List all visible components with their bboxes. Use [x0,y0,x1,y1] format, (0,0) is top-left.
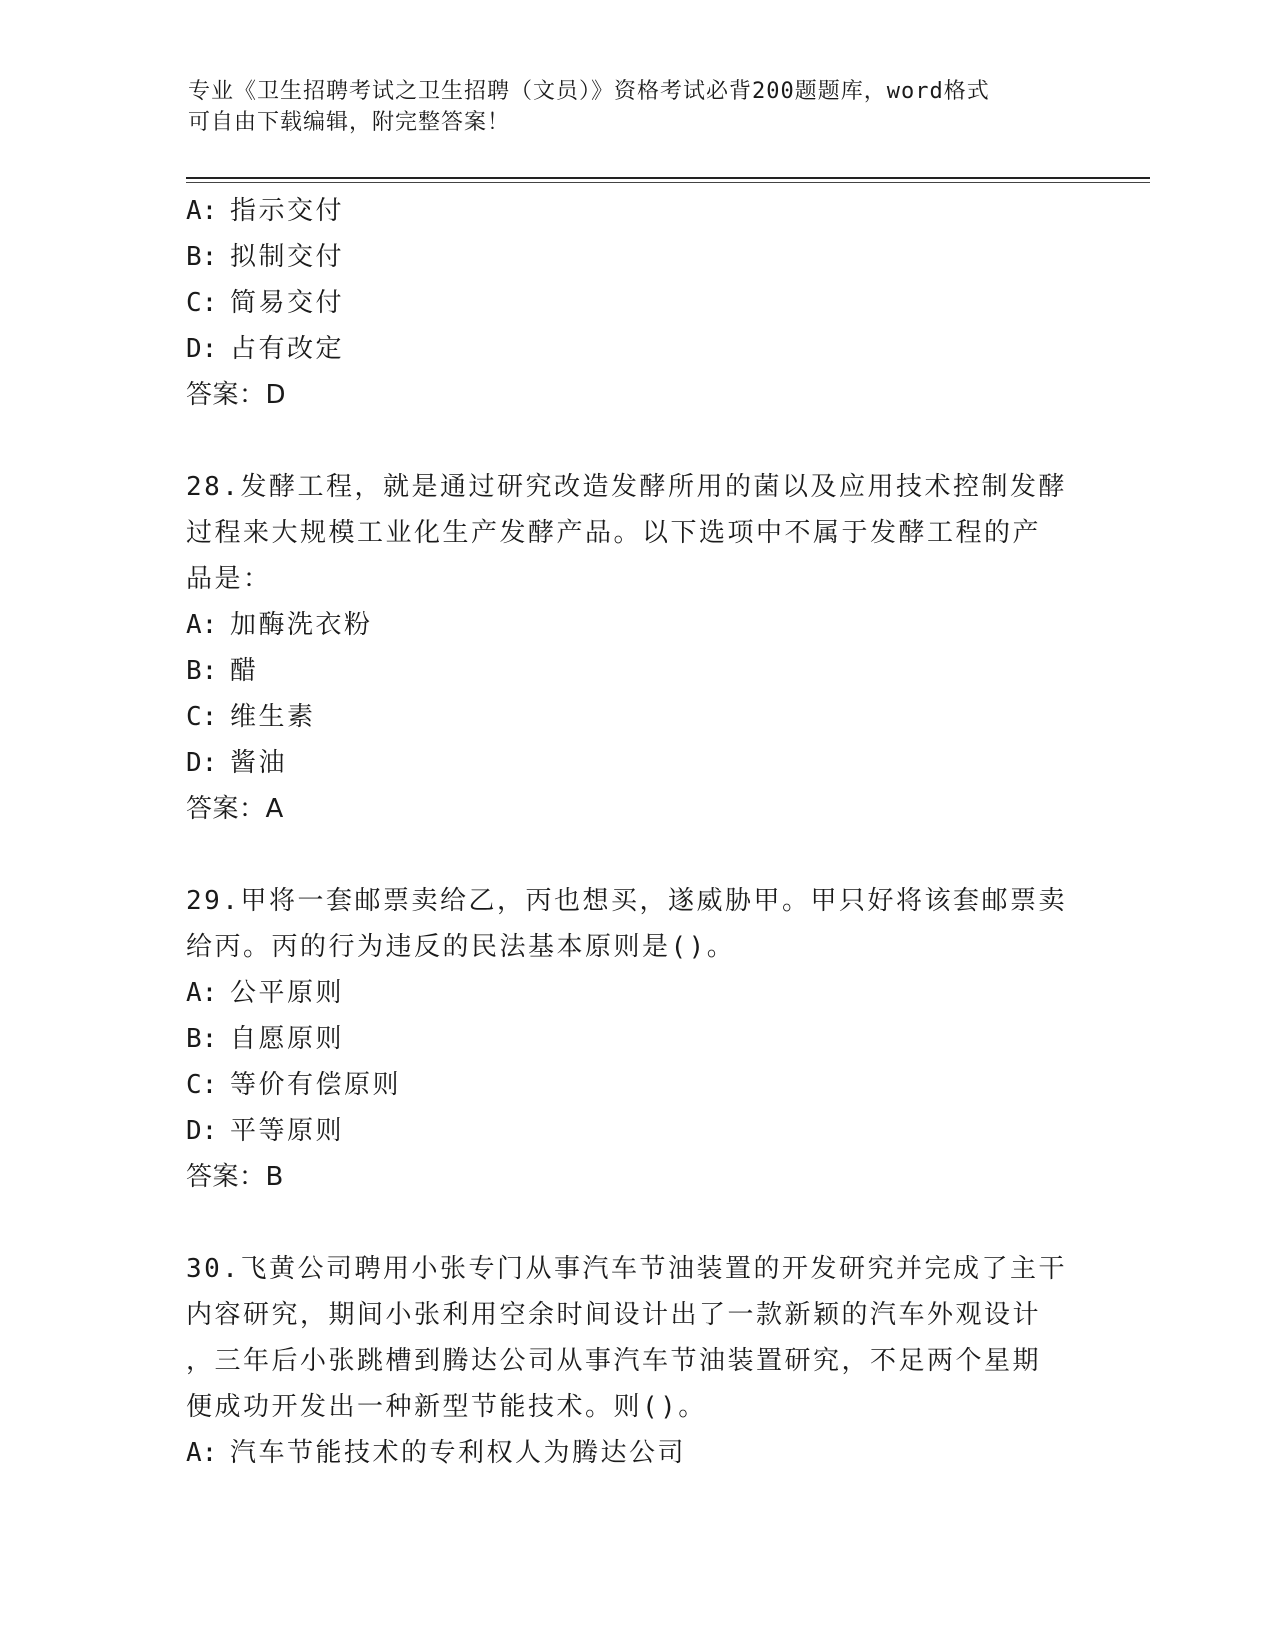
option-key: C: [186,702,218,732]
header-line-2: 可自由下载编辑，附完整答案！ [188,110,511,135]
stem-line: 28.发酵工程，就是通过研究改造发酵所用的菌以及应用技术控制发酵 [186,472,1067,502]
option-a [186,602,1086,648]
option-key: C: [186,1070,218,1100]
option-key: A: [186,610,218,640]
spacer [186,418,1086,464]
option-text: 公平原则 [230,978,345,1008]
question-stem [186,878,1086,970]
option-key: D: [186,1116,218,1146]
option-d [186,740,1086,786]
question-stem [186,464,1086,602]
option-key: A: [186,978,218,1008]
question-27 [186,188,1086,418]
divider-thin-line [186,182,1150,183]
divider-thick-line [186,177,1150,179]
option-a [186,1430,1086,1476]
option-b [186,648,1086,694]
stem-line: ，三年后小张跳槽到腾达公司从事汽车节油装置研究，不足两个星期 [186,1346,1042,1376]
option-key: A: [186,1438,218,1468]
header-divider [186,177,1150,184]
stem-line: 给丙。丙的行为违反的民法基本原则是()。 [186,932,736,962]
option-c [186,280,1086,326]
stem-line: 品是： [186,564,272,594]
stem-line: 30.飞黄公司聘用小张专门从事汽车节油装置的开发研究并完成了主干 [186,1254,1067,1284]
question-28 [186,464,1086,832]
option-key: D: [186,334,218,364]
option-text: 拟制交付 [230,242,345,272]
option-a [186,188,1086,234]
question-29 [186,878,1086,1200]
option-text: 汽车节能技术的专利权人为腾达公司 [230,1438,687,1468]
option-text: 指示交付 [230,196,345,226]
option-b [186,234,1086,280]
option-key: B: [186,656,218,686]
question-stem [186,1246,1086,1430]
stem-line: 便成功开发出一种新型节能技术。则()。 [186,1392,707,1422]
option-text: 平等原则 [230,1116,345,1146]
option-b [186,1016,1086,1062]
option-d [186,1108,1086,1154]
option-text: 简易交付 [230,288,345,318]
spacer [186,832,1086,878]
question-list [186,188,1086,1476]
option-text: 占有改定 [230,334,345,364]
option-key: C: [186,288,218,318]
answer-line: 答案：A [186,794,284,824]
question-30 [186,1246,1086,1476]
option-text: 自愿原则 [230,1024,345,1054]
answer-line: 答案：D [186,380,287,410]
option-c [186,1062,1086,1108]
option-text: 醋 [230,656,259,686]
option-c [186,694,1086,740]
option-key: B: [186,242,218,272]
stem-line: 过程来大规模工业化生产发酵产品。以下选项中不属于发酵工程的产 [186,518,1042,548]
option-text: 加酶洗衣粉 [230,610,373,640]
stem-line: 内容研究，期间小张利用空余时间设计出了一款新颖的汽车外观设计 [186,1300,1042,1330]
option-text: 酱油 [230,748,288,778]
option-key: A: [186,196,218,226]
header-line-1: 专业《卫生招聘考试之卫生招聘（文员）》资格考试必背200题题库，word格式 [188,79,990,104]
stem-line: 29.甲将一套邮票卖给乙，丙也想买，遂威胁甲。甲只好将该套邮票卖 [186,886,1067,916]
option-key: B: [186,1024,218,1054]
spacer [186,1200,1086,1246]
option-a [186,970,1086,1016]
document-header [188,76,1068,138]
answer-line: 答案：B [186,1162,284,1192]
option-d [186,326,1086,372]
option-key: D: [186,748,218,778]
option-text: 维生素 [230,702,316,732]
option-text: 等价有偿原则 [230,1070,402,1100]
